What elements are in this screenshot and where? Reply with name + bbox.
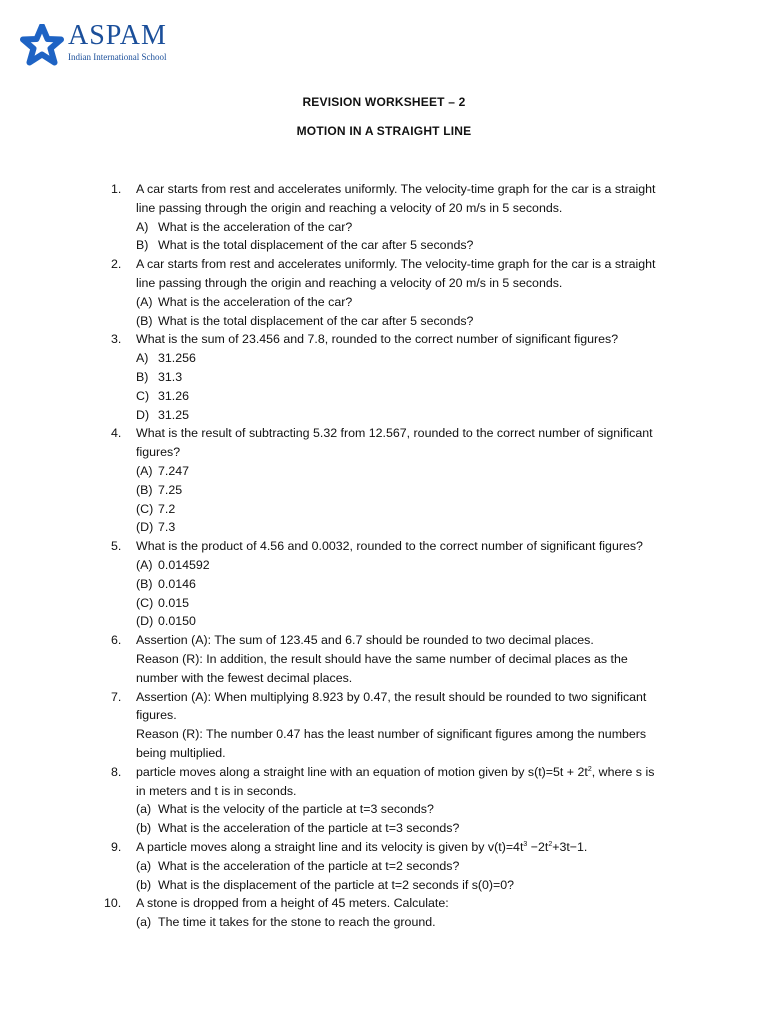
question-text: line passing through the origin and reaching a velocity of 20 m/s in 5 seconds. bbox=[136, 276, 563, 290]
question-text: figures. bbox=[136, 708, 177, 723]
option-label: (A) bbox=[136, 464, 153, 478]
option-text: 31.3 bbox=[158, 370, 183, 384]
worksheet-title: REVISION WORKSHEET – 2 bbox=[302, 95, 466, 109]
question-text: figures? bbox=[136, 445, 181, 460]
question-text: Assertion (A): The sum of 123.45 and 6.7 should be rounded to two decimal places. bbox=[136, 633, 594, 648]
option-label: (a) bbox=[136, 915, 152, 930]
question-text: line passing through the origin and reaching a velocity of 20 m/s in 5 seconds. bbox=[136, 200, 563, 215]
option-text: What is the total displacement of the car after 5 seconds? bbox=[158, 238, 474, 253]
option-label: B) bbox=[136, 238, 149, 253]
question-number: 4. bbox=[111, 426, 122, 441]
question-text: number with the fewest decimal places. bbox=[136, 670, 353, 685]
worksheet-subtitle: MOTION IN A STRAIGHT LINE bbox=[296, 124, 472, 138]
option-label: A) bbox=[136, 351, 149, 366]
option-text: The time it takes for the stone to reach the ground. bbox=[158, 915, 436, 930]
option-text: 31.26 bbox=[158, 388, 190, 403]
option-label: (B) bbox=[136, 482, 153, 497]
option-text: What is the acceleration of the car? bbox=[158, 294, 353, 309]
option-text: What is the acceleration of the particle at t=2 seconds? bbox=[158, 858, 460, 873]
question-number: 9. bbox=[111, 840, 122, 854]
option-label: (a) bbox=[136, 858, 152, 873]
star-logo-icon bbox=[20, 24, 64, 68]
option-label: (a) bbox=[136, 802, 152, 817]
option-text: 31.25 bbox=[158, 407, 190, 422]
logo-subtitle: Indian International School bbox=[68, 52, 167, 62]
option-label: B) bbox=[136, 370, 149, 384]
option-label: (C) bbox=[136, 501, 154, 516]
question-text: Assertion (A): When multiplying 8.923 by 0.47, the result should be rounded to two significant bbox=[136, 689, 647, 704]
question-text: particle moves along a straight line with an equation of motion given by $s(t)=5t + 2t^2$, where s is bbox=[136, 764, 655, 779]
option-label: A) bbox=[136, 219, 149, 234]
question-number: 5. bbox=[111, 539, 122, 554]
option-text: 31.256 bbox=[158, 351, 196, 366]
option-label: (D) bbox=[136, 520, 154, 535]
option-label: D) bbox=[136, 407, 150, 422]
option-label: (b) bbox=[136, 821, 152, 836]
logo-name: ASPAM bbox=[68, 20, 167, 51]
question-text: A car starts from rest and accelerates uniformly. The velocity-time graph for the car is a straight bbox=[136, 182, 656, 196]
option-text: What is the total displacement of the car after 5 seconds? bbox=[158, 313, 474, 328]
question-number: 2. bbox=[111, 257, 122, 272]
option-label: (b) bbox=[136, 877, 152, 892]
question-number: 6. bbox=[111, 633, 122, 648]
option-text: 0.0150 bbox=[158, 614, 196, 629]
option-label: (B) bbox=[136, 576, 153, 591]
question-number: 8. bbox=[111, 764, 122, 779]
question-number: 1. bbox=[111, 182, 122, 196]
option-text: What is the velocity of the particle at t=3 seconds? bbox=[158, 802, 434, 817]
option-label: (B) bbox=[136, 313, 153, 328]
option-text: 0.0146 bbox=[158, 576, 196, 591]
option-text: 7.2 bbox=[158, 501, 176, 516]
question-text: A car starts from rest and accelerates uniformly. The velocity-time graph for the car is a straight bbox=[136, 257, 656, 272]
question-number: 3. bbox=[111, 332, 122, 347]
question-text: A particle moves along a straight line and its velocity is given by $v(t)=4t^3 -2t^2+3t-1$. bbox=[136, 840, 588, 854]
question-text: What is the sum of 23.456 and 7.8, rounded to the correct number of significant figures? bbox=[136, 332, 619, 347]
question-text: A stone is dropped from a height of 45 meters. Calculate: bbox=[136, 896, 449, 911]
option-text: 7.25 bbox=[158, 482, 183, 497]
question-text: What is the product of 4.56 and 0.0032, rounded to the correct number of significant figures? bbox=[136, 539, 643, 554]
option-text: What is the displacement of the particle at t=2 seconds if s(0)=0? bbox=[158, 877, 515, 892]
question-text: Reason (R): In addition, the result should have the same number of decimal places as the bbox=[136, 652, 628, 666]
question-text: being multiplied. bbox=[136, 746, 226, 760]
question-text: What is the result of subtracting 5.32 from 12.567, rounded to the correct number of significant bbox=[136, 426, 653, 441]
option-label: (A) bbox=[136, 294, 153, 309]
option-label: (D) bbox=[136, 614, 154, 629]
question-text: in meters and t is in seconds. bbox=[136, 783, 297, 798]
question-text: Reason (R): The number 0.47 has the least number of significant figures among the numbers bbox=[136, 727, 647, 742]
option-text: 7.247 bbox=[158, 464, 190, 478]
option-label: (C) bbox=[136, 595, 154, 610]
option-text: What is the acceleration of the car? bbox=[158, 219, 353, 234]
option-label: (A) bbox=[136, 558, 153, 572]
question-number: 7. bbox=[111, 689, 122, 704]
option-label: C) bbox=[136, 388, 150, 403]
option-text: 7.3 bbox=[158, 520, 176, 535]
option-text: What is the acceleration of the particle at t=3 seconds? bbox=[158, 821, 460, 836]
option-text: 0.015 bbox=[158, 595, 190, 610]
question-number: 10. bbox=[104, 896, 122, 911]
option-text: 0.014592 bbox=[158, 558, 210, 572]
school-logo bbox=[20, 22, 200, 68]
